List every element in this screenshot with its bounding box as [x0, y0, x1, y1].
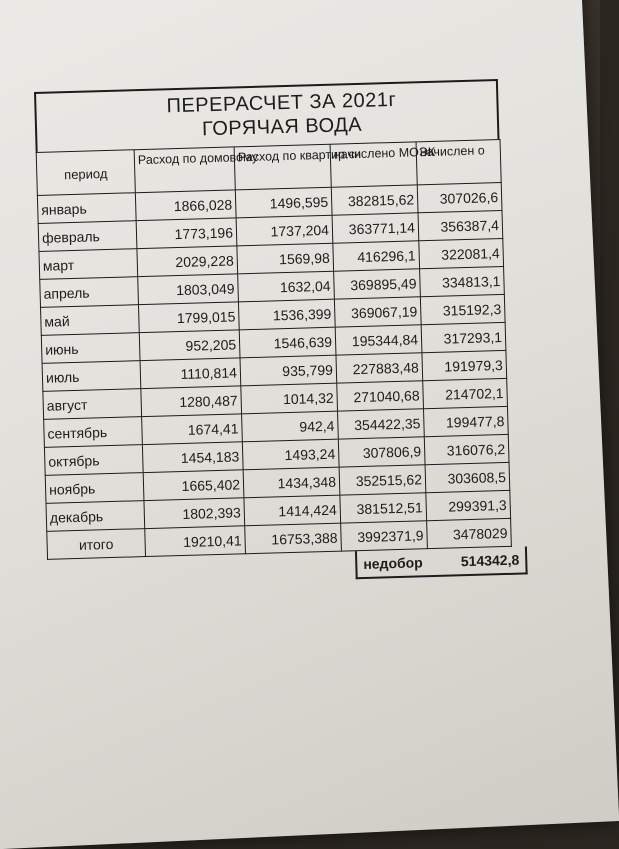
total-house-usage: 19210,41: [145, 526, 246, 557]
row-house-usage: 1803,049: [138, 274, 239, 305]
shortfall-value: 514342,8: [460, 551, 520, 570]
row-house-usage: 952,205: [139, 330, 240, 361]
row-charged-moek: 363771,14: [332, 213, 419, 243]
row-apartment-usage: 942,4: [242, 411, 339, 442]
row-apartment-usage: 1546,639: [239, 327, 336, 358]
row-house-usage: 1773,196: [136, 218, 237, 249]
row-charged-moek: 382815,62: [331, 185, 418, 215]
row-charged-moek: 416296,1: [333, 241, 420, 271]
row-charged: 356387,4: [418, 210, 503, 240]
row-charged: 316076,2: [424, 434, 509, 464]
row-charged-moek: 354422,35: [338, 409, 425, 439]
row-charged: 303608,5: [425, 462, 510, 492]
row-charged-moek: 369895,49: [334, 269, 421, 299]
row-charged: 334813,1: [420, 266, 505, 296]
total-apartment-usage: 16753,388: [245, 523, 342, 554]
row-house-usage: 1110,814: [140, 358, 241, 389]
row-house-usage: 1454,183: [142, 442, 243, 473]
row-period: июль: [42, 361, 141, 392]
row-house-usage: 1799,015: [138, 302, 239, 333]
total-label: итого: [47, 529, 146, 560]
row-charged: 315192,3: [420, 294, 505, 324]
row-house-usage: 1665,402: [143, 470, 244, 501]
header-charged-moek: начислено МОЭК: [330, 142, 417, 187]
row-period: июнь: [41, 333, 140, 364]
row-charged: 199477,8: [423, 406, 508, 436]
row-apartment-usage: 1434,348: [243, 467, 340, 498]
shortfall-box: [355, 546, 528, 579]
row-charged-moek: 271040,68: [337, 381, 424, 411]
row-apartment-usage: 1493,24: [242, 439, 339, 470]
row-charged-moek: 227883,48: [336, 353, 423, 383]
row-charged: 299391,3: [426, 490, 511, 520]
title-line-1: ПЕРЕРАСЧЕТ ЗА 2021г: [166, 88, 397, 118]
row-apartment-usage: 1737,204: [236, 215, 333, 246]
row-apartment-usage: 935,799: [240, 355, 337, 386]
row-charged: 307026,6: [417, 182, 502, 212]
header-house-usage: Расход по домовому: [134, 147, 235, 193]
row-charged: 317293,1: [421, 322, 506, 352]
recalculation-table-sheet: [34, 79, 520, 588]
row-charged: 191979,3: [422, 350, 507, 380]
row-apartment-usage: 1414,424: [244, 495, 341, 526]
row-period: февраль: [38, 221, 137, 252]
row-charged-moek: 381512,51: [340, 493, 427, 523]
row-charged-moek: 369067,19: [334, 297, 421, 327]
row-period: ноябрь: [45, 473, 144, 504]
header-apartment-usage: Расход по квартир.сч: [234, 144, 331, 190]
row-period: октябрь: [44, 445, 143, 476]
row-house-usage: 1802,393: [144, 498, 245, 529]
row-house-usage: 1866,028: [135, 190, 236, 221]
row-charged: 214702,1: [423, 378, 508, 408]
total-charged: 3478029: [427, 518, 512, 548]
row-house-usage: 1674,41: [142, 414, 243, 445]
row-apartment-usage: 1496,595: [235, 187, 332, 218]
row-apartment-usage: 1536,399: [238, 299, 335, 330]
header-charged: начислен о: [416, 140, 501, 185]
row-house-usage: 1280,487: [141, 386, 242, 417]
row-apartment-usage: 1569,98: [237, 243, 334, 274]
row-period: апрель: [40, 277, 139, 308]
total-charged-moek: 3992371,9: [341, 521, 428, 551]
recalculation-table: [36, 139, 512, 560]
row-period: сентябрь: [44, 417, 143, 448]
row-period: май: [41, 305, 140, 336]
row-apartment-usage: 1632,04: [238, 271, 335, 302]
row-house-usage: 2029,228: [137, 246, 238, 277]
row-charged-moek: 352515,62: [339, 465, 426, 495]
row-period: март: [39, 249, 138, 280]
row-apartment-usage: 1014,32: [241, 383, 338, 414]
row-period: январь: [37, 193, 136, 224]
row-period: август: [43, 389, 142, 420]
row-charged: 322081,4: [419, 238, 504, 268]
row-charged-moek: 195344,84: [335, 325, 422, 355]
header-period: период: [36, 150, 135, 196]
row-charged-moek: 307806,9: [338, 437, 425, 467]
shortfall-label: недобор: [363, 554, 423, 572]
title-line-2: ГОРЯЧАЯ ВОДА: [201, 113, 363, 141]
row-period: декабрь: [46, 501, 145, 532]
